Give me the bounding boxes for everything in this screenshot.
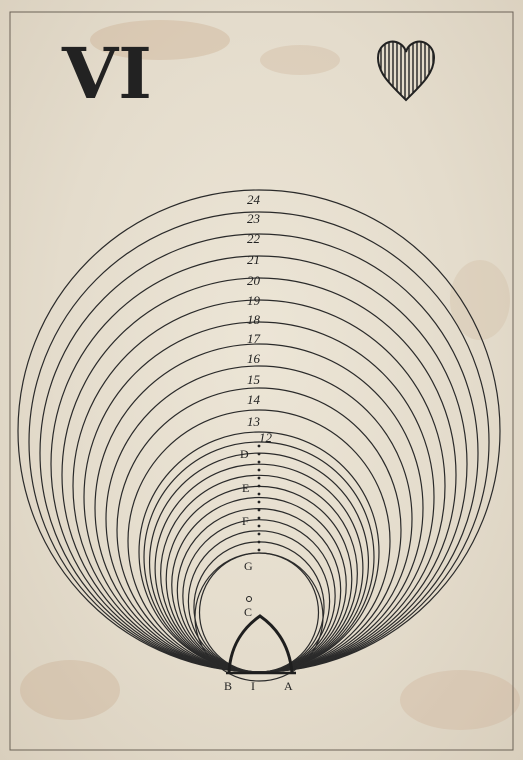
base-letter-b: B <box>224 679 233 693</box>
axis-dot <box>258 485 261 488</box>
circle-label: 14 <box>247 392 260 407</box>
ring-circle <box>166 486 352 672</box>
axis-dot <box>258 517 261 520</box>
axis-dot <box>258 461 261 464</box>
axis-dot <box>258 445 261 448</box>
ring-circle <box>194 542 324 672</box>
base-letter-i: I <box>251 679 255 693</box>
axis-letter-d: D <box>240 447 249 461</box>
axis-letter-e: E <box>242 481 250 495</box>
circle-label: 12 <box>259 430 272 445</box>
axis-dot <box>258 541 261 544</box>
axis-letter-g: G <box>244 559 253 573</box>
axis-dot <box>258 501 261 504</box>
ring-circle <box>200 553 319 672</box>
circle-label: 20 <box>247 273 260 288</box>
axis-dot <box>258 549 261 552</box>
axis-dot <box>258 533 261 536</box>
circle-label: 22 <box>247 231 260 246</box>
circle-label: 21 <box>247 252 260 267</box>
base-arch <box>229 616 292 673</box>
axis-dot <box>258 493 261 496</box>
axis-dot <box>258 525 261 528</box>
axis-letter-f: F <box>242 514 249 528</box>
circle-label: 19 <box>247 293 260 308</box>
axis-dot <box>258 509 261 512</box>
ring-circle <box>161 475 358 672</box>
axis-dot <box>258 477 261 480</box>
axis-dot <box>258 453 261 456</box>
axis-letter-c: C <box>244 605 253 619</box>
circle-label: 23 <box>247 211 260 226</box>
circle-label: 13 <box>247 414 260 429</box>
card-numeral: VI <box>60 32 152 115</box>
heart-suit-icon <box>378 40 434 102</box>
ring-circle <box>188 531 329 672</box>
circle-label: 17 <box>247 331 260 346</box>
circle-label: 15 <box>247 372 260 387</box>
circle-label: 18 <box>247 312 260 327</box>
base-letter-a: A <box>284 679 293 693</box>
axis-small-ring <box>247 597 252 602</box>
circle-labels <box>247 192 273 445</box>
axis-dot <box>258 469 261 472</box>
circle-label: 24 <box>247 192 260 207</box>
circle-label: 16 <box>247 351 260 366</box>
